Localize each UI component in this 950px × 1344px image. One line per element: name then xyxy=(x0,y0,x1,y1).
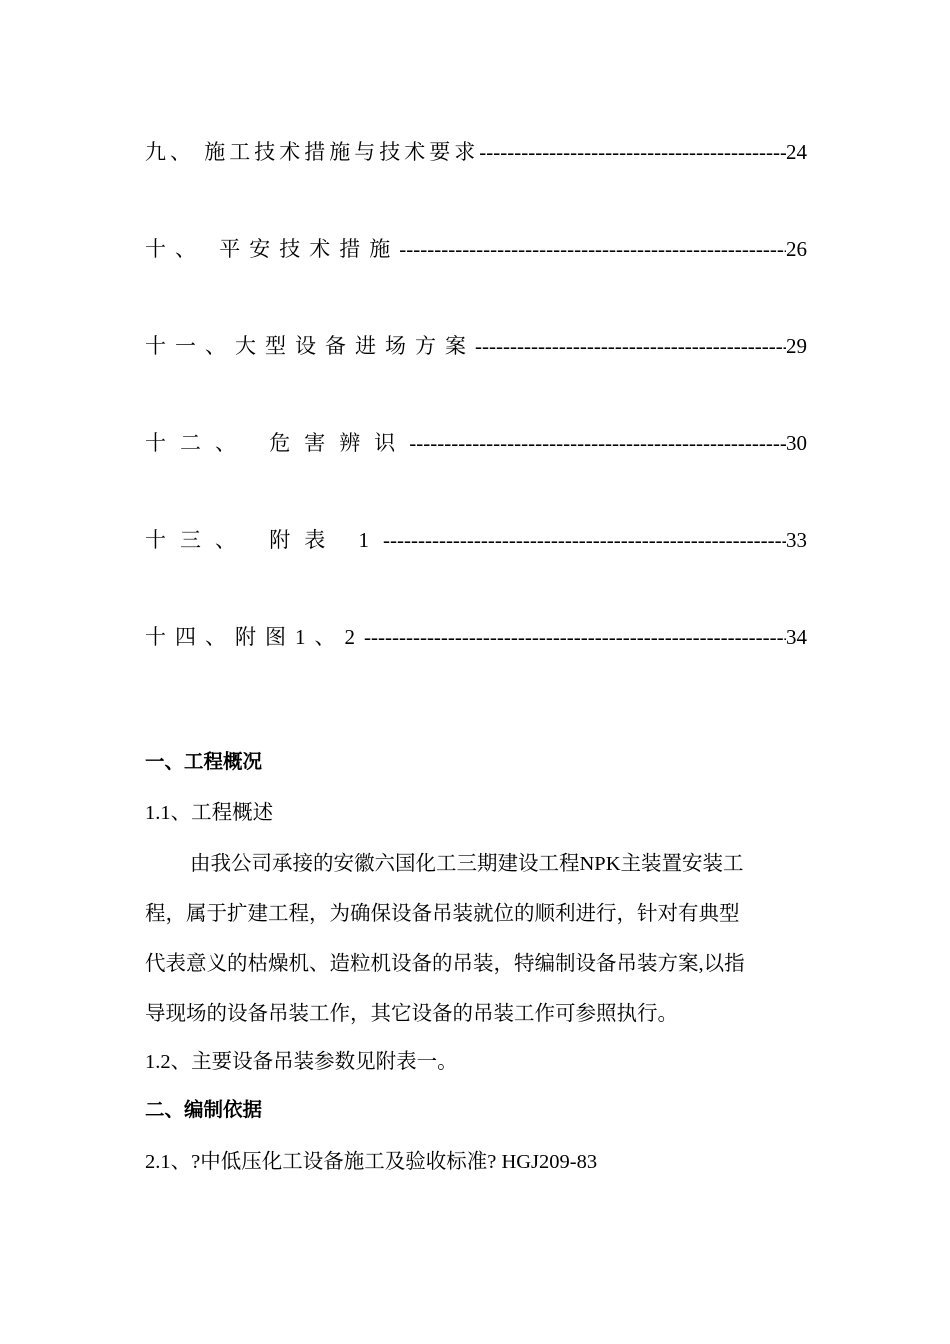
toc-entry-title: 十二、 危害辨识 xyxy=(145,431,410,455)
toc-entry-title: 九、 施工技术措施与技术要求 xyxy=(145,140,480,164)
toc-entry-13[interactable] xyxy=(145,524,807,554)
toc-leader xyxy=(399,237,786,262)
toc-entry-page: 29 xyxy=(786,334,807,358)
toc-entry-title: 十四、附图1、2 xyxy=(145,625,364,649)
toc-entry-title: 十三、 附表 1 xyxy=(145,528,383,552)
subsection-1-2: 1.2、主要设备吊装参数见附表一。 xyxy=(145,1051,458,1073)
toc-entry-14[interactable] xyxy=(145,621,807,651)
toc-leader xyxy=(479,140,786,165)
toc-leader xyxy=(409,431,786,456)
paragraph-line-4: 导现场的设备吊装工作，其它设备的吊装工作可参照执行。 xyxy=(145,1003,678,1025)
toc-leader xyxy=(383,528,786,553)
toc-entry-10[interactable] xyxy=(145,233,807,263)
subsection-2-1: 2.1、?中低压化工设备施工及验收标准? HGJ209-83 xyxy=(145,1151,598,1173)
section-heading-2: 二、编制依据 xyxy=(145,1098,263,1121)
subsection-1-1: 1.1、工程概述 xyxy=(145,802,274,824)
toc-entry-page: 33 xyxy=(786,528,807,552)
toc-entry-title: 十一、大型设备进场方案 xyxy=(145,334,475,358)
toc-entry-title: 十、 平安技术措施 xyxy=(145,237,400,261)
toc-entry-9[interactable] xyxy=(145,136,807,166)
toc-leader xyxy=(475,334,786,359)
paragraph-line-2: 程，属于扩建工程，为确保设备吊装就位的顺利进行，针对有典型 xyxy=(145,903,740,925)
toc-entry-page: 34 xyxy=(786,625,807,649)
toc-entry-12[interactable] xyxy=(145,427,807,457)
paragraph-line-3: 代表意义的枯燥机、造粒机设备的吊装，特编制设备吊装方案,以指 xyxy=(145,953,745,975)
section-heading-1: 一、工程概况 xyxy=(145,750,263,773)
toc-entry-page: 30 xyxy=(786,431,807,455)
toc-leader xyxy=(364,625,786,650)
toc-entry-page: 24 xyxy=(786,140,807,164)
toc-entry-11[interactable] xyxy=(145,330,807,360)
paragraph-line-1: 由我公司承接的安徽六国化工三期建设工程NPK主装置安装工 xyxy=(190,853,744,875)
toc-entry-page: 26 xyxy=(786,237,807,261)
